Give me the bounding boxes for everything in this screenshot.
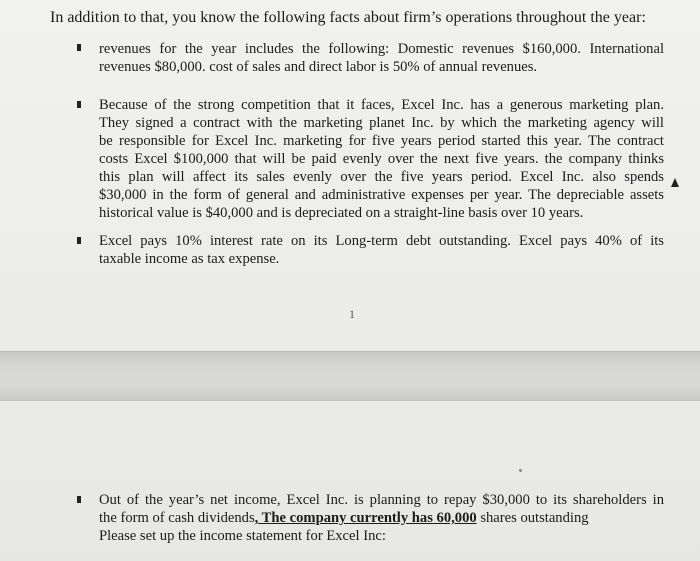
text-line: Because of the strong competition that it faces, Excel Inc. has a generous marketing plan. bbox=[99, 97, 664, 113]
text-line: be responsible for Excel Inc. marketing for five years period started this year. The contract bbox=[99, 133, 664, 149]
text-line: They signed a contract with the marketing planet Inc. by which the marketing agency will bbox=[99, 115, 664, 131]
text-line: taxable income as tax expense. bbox=[99, 251, 280, 267]
text-fragment: the form of cash dividends bbox=[99, 510, 255, 526]
bullet-dividends bbox=[99, 491, 664, 545]
text-line: historical value is $40,000 and is depreciated on a straight-line basis over 10 years. bbox=[99, 205, 584, 221]
page-number: 1 bbox=[349, 307, 355, 321]
text-line: this plan will affect its sales evenly over the five years period. Excel Inc. also spends bbox=[99, 169, 664, 185]
cursor-arrow-icon bbox=[671, 178, 679, 187]
bullet-marketing bbox=[99, 96, 664, 222]
page-break-divider bbox=[0, 351, 700, 401]
text-line: costs Excel $100,000 that will be paid evenly over the next five years. the company thinks bbox=[99, 151, 664, 167]
speck-mark bbox=[519, 469, 522, 472]
text-line: Excel pays 10% interest rate on its Long-term debt outstanding. Excel pays 40% of its bbox=[99, 233, 664, 249]
text-line: revenues $80,000. cost of sales and direct labor is 50% of annual revenues. bbox=[99, 59, 538, 75]
bullet-revenues bbox=[99, 40, 664, 76]
bullet-marker bbox=[77, 44, 81, 51]
text-line: Out of the year’s net income, Excel Inc. is planning to repay $30,000 to its shareholders in bbox=[99, 492, 664, 508]
underlined-text: , The company currently has 60,000 bbox=[254, 510, 477, 526]
bullet-marker bbox=[77, 101, 81, 108]
text-fragment: shares outstanding bbox=[476, 510, 589, 526]
text-line bbox=[99, 509, 664, 527]
bullet-marker bbox=[77, 237, 81, 244]
bullet-interest-tax bbox=[99, 232, 664, 268]
bullet-marker bbox=[77, 496, 81, 503]
text-line: Please set up the income statement for Excel Inc: bbox=[99, 528, 386, 544]
intro-text: In addition to that, you know the following facts about firm’s operations throughout the year: bbox=[50, 9, 646, 26]
text-line: revenues for the year includes the following: Domestic revenues $160,000. International bbox=[99, 41, 664, 57]
text-line: $30,000 in the form of general and administrative expenses per year. The depreciable assets bbox=[99, 187, 664, 203]
